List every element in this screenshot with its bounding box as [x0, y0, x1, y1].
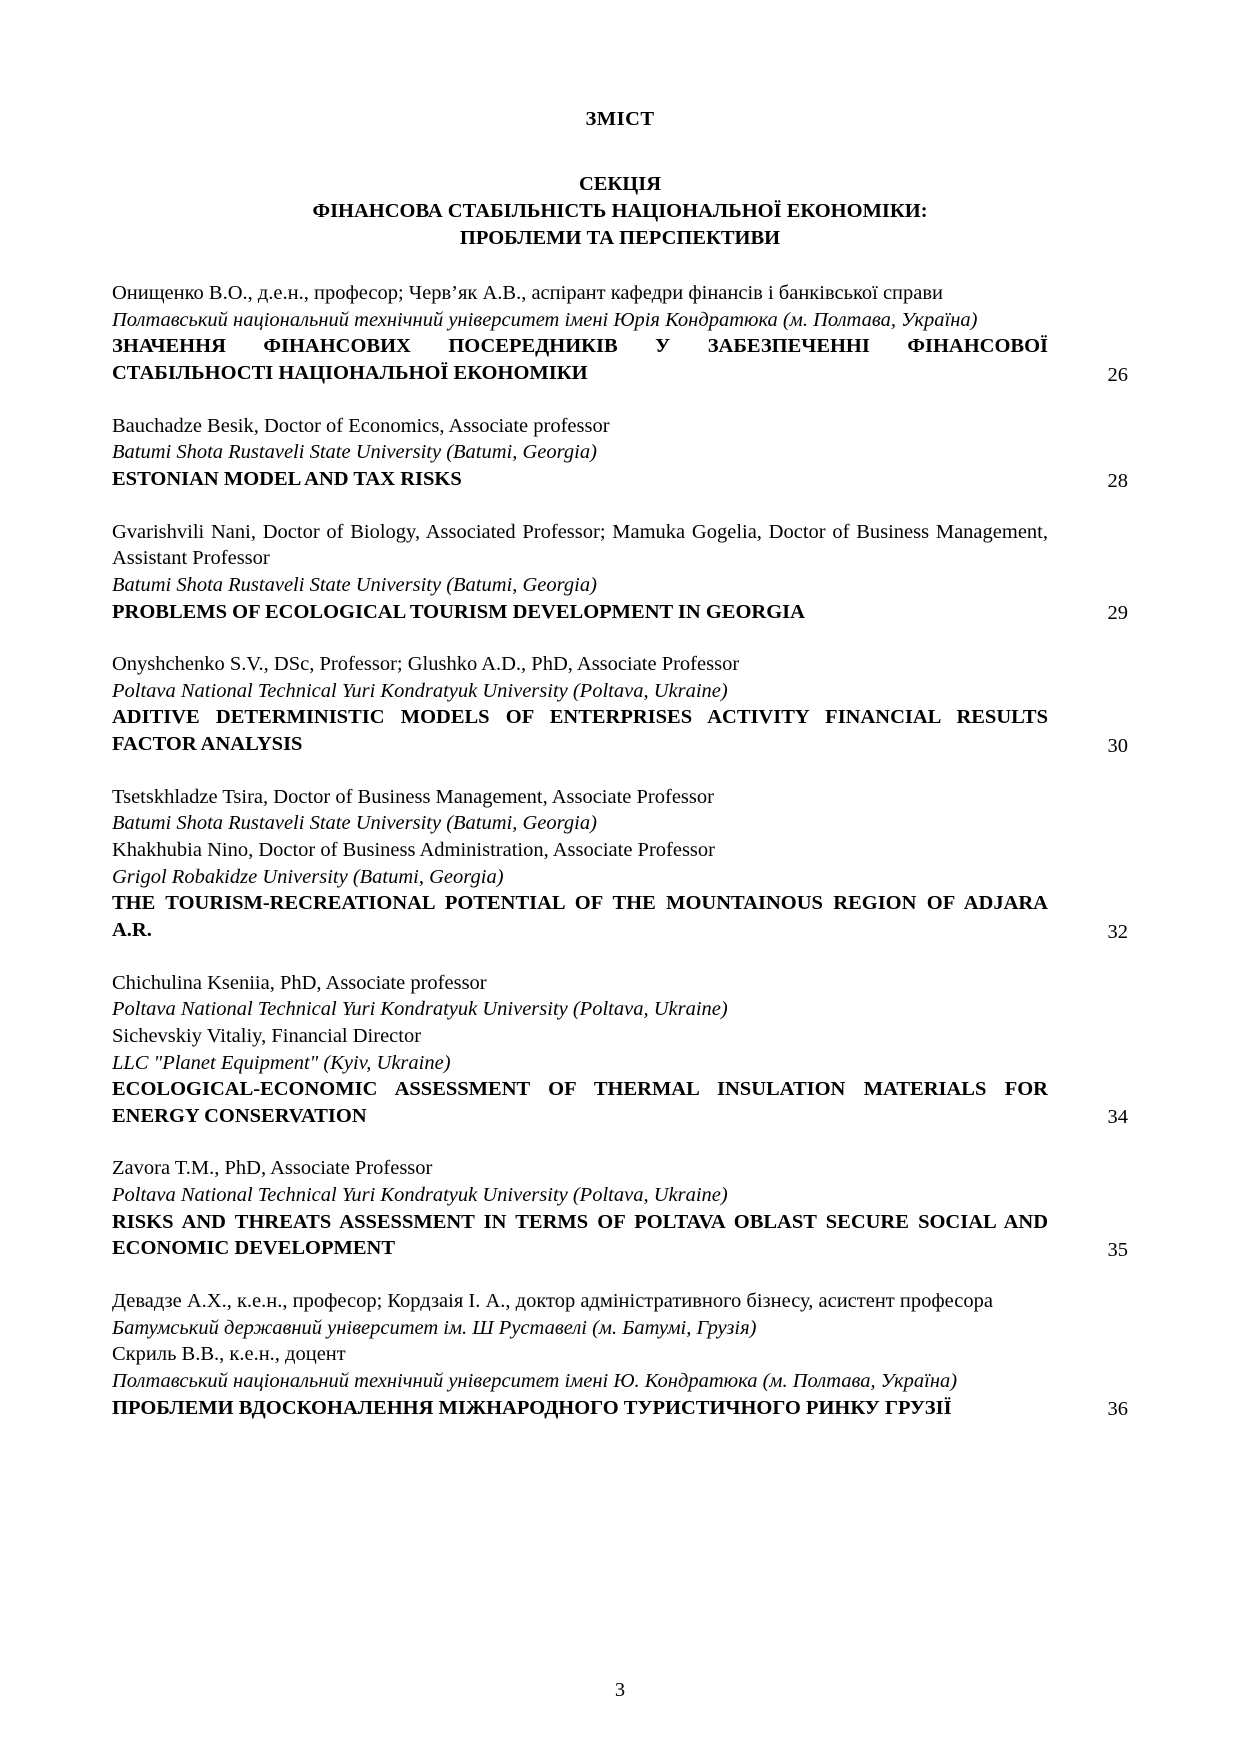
toc-entry-title: PROBLEMS OF ECOLOGICAL TOURISM DEVELOPMENT IN GEORGIA	[112, 600, 805, 623]
toc-entry-affiliation: Полтавський національний технічний університет імені Ю. Кондратюка (м. Полтава, Україна)	[112, 1369, 958, 1392]
page-title: ЗМІСТ	[585, 108, 655, 130]
toc-entry-affiliation: LLC "Planet Equipment" (Kyiv, Ukraine)	[112, 1051, 451, 1074]
toc-entry-authors: Onyshchenko S.V., DSc, Professor; Glushko A.D., PhD, Associate Professor	[112, 653, 740, 676]
toc-entry-title: ESTONIAN MODEL AND TAX RISKS	[112, 467, 462, 490]
toc-entry-authors: Gvarishvili Nani, Doctor of Biology, Associated Professor; Mamuka Gogelia, Doctor of Business Management, Assistant Professor	[112, 520, 1048, 570]
toc-entry[interactable]	[112, 651, 1128, 758]
section-name-line-2: ПРОБЛЕМИ ТА ПЕРСПЕКТИВИ	[459, 227, 781, 250]
toc-entry-page-number: 35	[1107, 1239, 1128, 1261]
toc-entry-authors: Khakhubia Nino, Doctor of Business Administration, Associate Professor	[112, 839, 715, 862]
toc-entry[interactable]	[112, 970, 1128, 1130]
toc-entry-list	[112, 280, 1128, 1421]
toc-entry-title: ПРОБЛЕМИ ВДОСКОНАЛЕННЯ МІЖНАРОДНОГО ТУРИСТИЧНОГО РИНКУ ГРУЗІЇ	[112, 1396, 952, 1419]
toc-entry-authors: Bauchadze Besik, Doctor of Economics, Associate professor	[112, 414, 610, 437]
toc-entry-title: THE TOURISM-RECREATIONAL POTENTIAL OF THE MOUNTAINOUS REGION OF ADJARA A.R.	[112, 892, 1048, 941]
toc-entry-authors: Девадзе А.Х., к.е.н., професор; Кордзаія І. А., доктор адміністративного бізнесу, асистент професора	[112, 1290, 993, 1312]
toc-entry-title: RISKS AND THREATS ASSESSMENT IN TERMS OF POLTAVA OBLAST SECURE SOCIAL AND ECONOMIC DEVELOPMENT	[112, 1210, 1048, 1260]
toc-entry-page-number: 30	[1107, 734, 1128, 757]
toc-entry[interactable]	[112, 413, 1128, 493]
toc-entry-affiliation: Batumi Shota Rustaveli State University (Batumi, Georgia)	[112, 812, 597, 835]
toc-entry-affiliation: Poltava National Technical Yuri Kondratyuk University (Poltava, Ukraine)	[112, 1184, 728, 1207]
toc-entry-text	[112, 413, 1128, 493]
toc-entry-page-number: 32	[1107, 920, 1128, 943]
toc-entry-page-number: 28	[1107, 469, 1128, 492]
toc-entry[interactable]	[112, 280, 1128, 387]
toc-entry-page-number: 36	[1107, 1398, 1128, 1421]
toc-entry-affiliation: Poltava National Technical Yuri Kondratyuk University (Poltava, Ukraine)	[112, 679, 728, 702]
section-label: СЕКЦІЯ	[578, 173, 662, 195]
toc-entry-affiliation: Poltava National Technical Yuri Kondratyuk University (Poltava, Ukraine)	[112, 998, 728, 1021]
toc-entry-affiliation: Grigol Robakidze University (Batumi, Georgia)	[112, 865, 504, 888]
toc-entry[interactable]	[112, 1288, 1128, 1421]
toc-entry-authors: Онищенко В.О., д.е.н., професор; Черв’як А.В., аспірант кафедри фінансів і банківської справи	[112, 282, 944, 305]
toc-entry-affiliation: Batumi Shota Rustaveli State University (Batumi, Georgia)	[112, 441, 597, 464]
toc-entry-text	[112, 784, 1128, 944]
toc-entry-text	[112, 651, 1128, 758]
toc-entry-title: ADITIVE DETERMINISTIC MODELS OF ENTERPRISES ACTIVITY FINANCIAL RESULTS FACTOR ANALYSIS	[112, 706, 1048, 756]
toc-entry-authors: Скриль В.В., к.е.н., доцент	[112, 1343, 346, 1366]
toc-entry-title: ECOLOGICAL-ECONOMIC ASSESSMENT OF THERMAL INSULATION MATERIALS FOR ENERGY CONSERVATION	[112, 1078, 1048, 1127]
toc-entry-page-number: 26	[1107, 363, 1128, 386]
section-heading	[112, 171, 1128, 252]
toc-entry-affiliation: Batumi Shota Rustaveli State University (Batumi, Georgia)	[112, 573, 597, 596]
toc-entry-text	[112, 970, 1128, 1130]
folio-page-number: 3	[614, 1679, 626, 1701]
toc-entry-authors: Tsetskhladze Tsira, Doctor of Business Management, Associate Professor	[112, 785, 714, 808]
toc-entry-title: ЗНАЧЕННЯ ФІНАНСОВИХ ПОСЕРЕДНИКІВ У ЗАБЕЗПЕЧЕННІ ФІНАНСОВОЇ СТАБІЛЬНОСТІ НАЦІОНАЛЬНОЇ ЕКОНОМІКИ	[112, 335, 1048, 385]
toc-entry-text	[112, 1288, 1128, 1421]
toc-entry-text	[112, 519, 1128, 626]
toc-entry[interactable]	[112, 519, 1128, 626]
toc-entry-authors: Chichulina Kseniia, PhD, Associate professor	[112, 971, 487, 994]
section-name-line-1: ФІНАНСОВА СТАБІЛЬНІСТЬ НАЦІОНАЛЬНОЇ ЕКОНОМІКИ:	[312, 200, 928, 223]
toc-entry[interactable]	[112, 784, 1128, 944]
toc-entry-text	[112, 1155, 1128, 1262]
toc-entry[interactable]	[112, 1155, 1128, 1262]
toc-entry-affiliation: Полтавський національний технічний університет імені Юрія Кондратюка (м. Полтава, Україна)	[112, 308, 978, 331]
toc-entry-authors: Zavora T.M., PhD, Associate Professor	[112, 1157, 433, 1180]
toc-entry-affiliation: Батумський державний університет ім. Ш Руставелі (м. Батумі, Грузія)	[112, 1316, 757, 1339]
toc-entry-page-number: 29	[1107, 602, 1128, 625]
toc-entry-text	[112, 280, 1128, 387]
toc-entry-authors: Sichevskiy Vitaliy, Financial Director	[112, 1024, 422, 1047]
toc-entry-page-number: 34	[1107, 1106, 1128, 1129]
